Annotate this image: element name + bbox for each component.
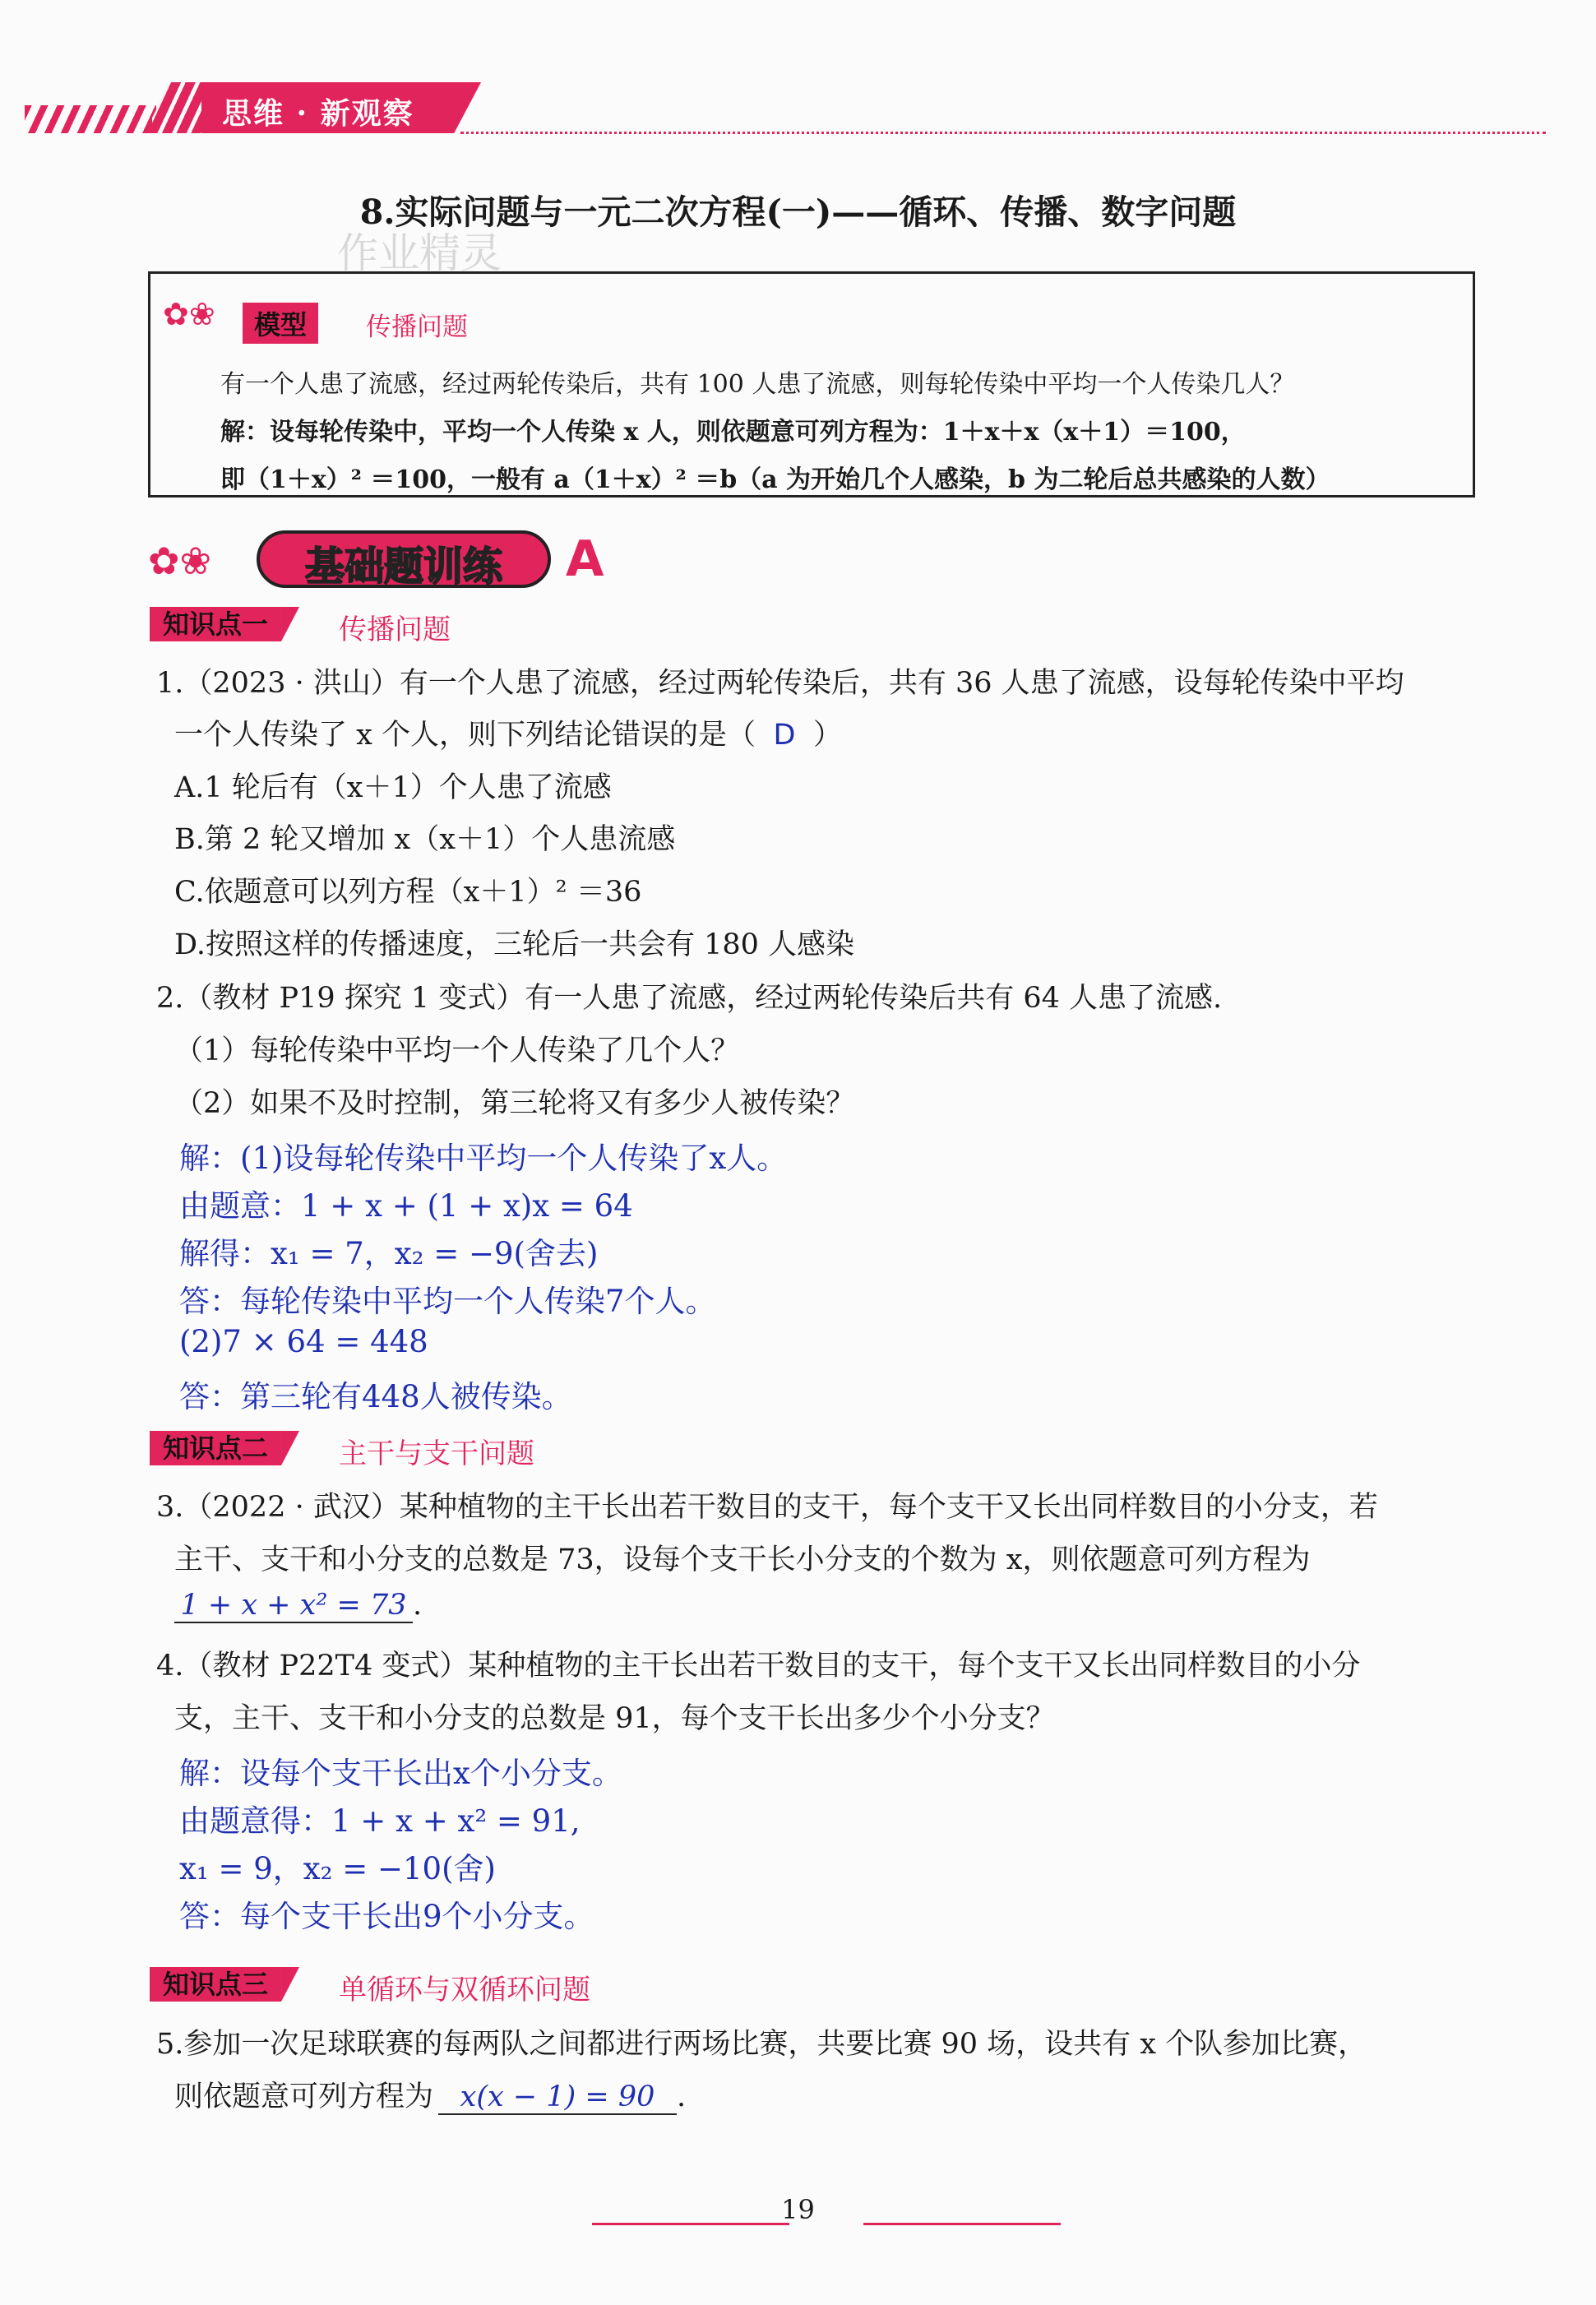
series-label: 思维 · 新观察: [222, 96, 414, 131]
sub-question: （2）如果不及时控制，第三轮将又有多少人被传染？: [174, 1087, 855, 1120]
sub-question: （1）每轮传染中平均一个人传染了几个人？: [174, 1034, 740, 1067]
question-3-answer: 1 + x + x² = 73 .: [174, 1589, 422, 1623]
answer-line: 答：每轮传染中平均一个人传染7个人。: [179, 1284, 716, 1319]
option-b: B.第 2 轮又增加 x（x＋1）个人患流感: [174, 823, 676, 856]
kp-tag: 知识点二: [150, 1431, 281, 1465]
answer-line: 解得：x₁ = 7，x₂ = −9(舍去): [179, 1236, 599, 1271]
answer-line: 由题意：1 + x + (1 + x)x = 64: [179, 1188, 633, 1224]
model-line: 有一个人患了流感，经过两轮传染后，共有 100 人患了流感，则每轮传染中平均一个人传染几人？: [220, 370, 1295, 399]
question-3-line: 3.（2022 · 武汉）某种植物的主干长出若干数目的支干，每个支干又长出同样数目的小分支，若: [156, 1491, 1378, 1524]
question-5-line: 5.参加一次足球联赛的每两队之间都进行两场比赛，共要比赛 90 场，设共有 x 个队参加比赛，: [156, 2028, 1367, 2061]
question-1-line: 1.（2023 · 洪山）有一个人患了流感，经过两轮传染后，共有 36 人患了流感，设每轮传染中平均: [156, 667, 1404, 700]
kp-topic: 主干与支干问题: [339, 1437, 534, 1470]
section-level: A: [566, 530, 604, 588]
answer-blank: 1 + x + x² = 73: [174, 1589, 413, 1623]
answer-line: 答：第三轮有448人被传染。: [179, 1379, 572, 1414]
question-3-line: 主干、支干和小分支的总数是 73，设每个支干长小分支的个数为 x，则依题意可列方程为: [174, 1544, 1311, 1576]
kp-tag: 知识点三: [150, 1967, 281, 2002]
question-2-line: 2.（教材 P19 探究 1 变式）有一人患了流感，经过两轮传染后共有 64 人患了流感.: [156, 982, 1223, 1015]
page-number: 19: [781, 2194, 815, 2225]
option-a: A.1 轮后有（x＋1）个人患了流感: [174, 771, 612, 804]
question-5-line: 则依题意可列方程为 x(x − 1) = 90 .: [174, 2081, 687, 2113]
answer-mark: D: [773, 719, 796, 752]
kp-topic: 传播问题: [339, 613, 451, 646]
flower-icon: ✿❀: [163, 296, 215, 332]
answer-blank: x(x − 1) = 90: [438, 2081, 677, 2115]
option-d: D.按照这样的传播速度，三轮后一共会有 180 人感染: [174, 928, 854, 961]
flower-icon: ✿❀: [148, 539, 212, 583]
header-stripes: [25, 105, 156, 133]
model-line: 解：设每轮传染中，平均一个人传染 x 人，则依题意可列方程为：1＋x＋x（x＋1）＝100，: [220, 418, 1246, 447]
page-title: 8.实际问题与一元二次方程(一)——循环、传播、数字问题: [359, 192, 1237, 232]
question-4-line: 支，主干、支干和小分支的总数是 91，每个支干长出多少个小分支？: [174, 1702, 1055, 1735]
answer-line: 由题意得：1 + x + x² = 91,: [179, 1803, 581, 1839]
option-c: C.依题意可以列方程（x＋1）² ＝36: [174, 876, 642, 909]
question-1-line: 一个人传染了 x 个人，则下列结论错误的是（ D ）: [174, 719, 843, 752]
question-4-line: 4.（教材 P22T4 变式）某种植物的主干长出若干数目的支干，每个支干又长出同样数目的小分: [156, 1650, 1361, 1682]
kp-tag: 知识点一: [150, 607, 281, 641]
header-rule: [460, 132, 1546, 134]
watermark: 作业精灵: [337, 229, 502, 277]
kp-topic: 单循环与双循环问题: [339, 1974, 590, 2006]
model-topic: 传播问题: [366, 312, 468, 342]
answer-line: (2)7 × 64 = 448: [179, 1324, 428, 1359]
section-title: 基础题训练: [304, 544, 502, 590]
answer-line: 解：设每个支干长出x个小分支。: [179, 1756, 622, 1791]
model-line: 即（1＋x）² ＝100，一般有 a（1＋x）² ＝b（a 为开始几个人感染，b 为二轮后总共感染的人数）: [220, 465, 1330, 494]
model-tag: 模型: [243, 303, 318, 344]
answer-line: 答：每个支干长出9个小分支。: [179, 1899, 594, 1934]
answer-line: 解：(1)设每轮传染中平均一个人传染了x人。: [179, 1141, 788, 1176]
answer-line: x₁ = 9，x₂ = −10(舍): [179, 1851, 496, 1886]
